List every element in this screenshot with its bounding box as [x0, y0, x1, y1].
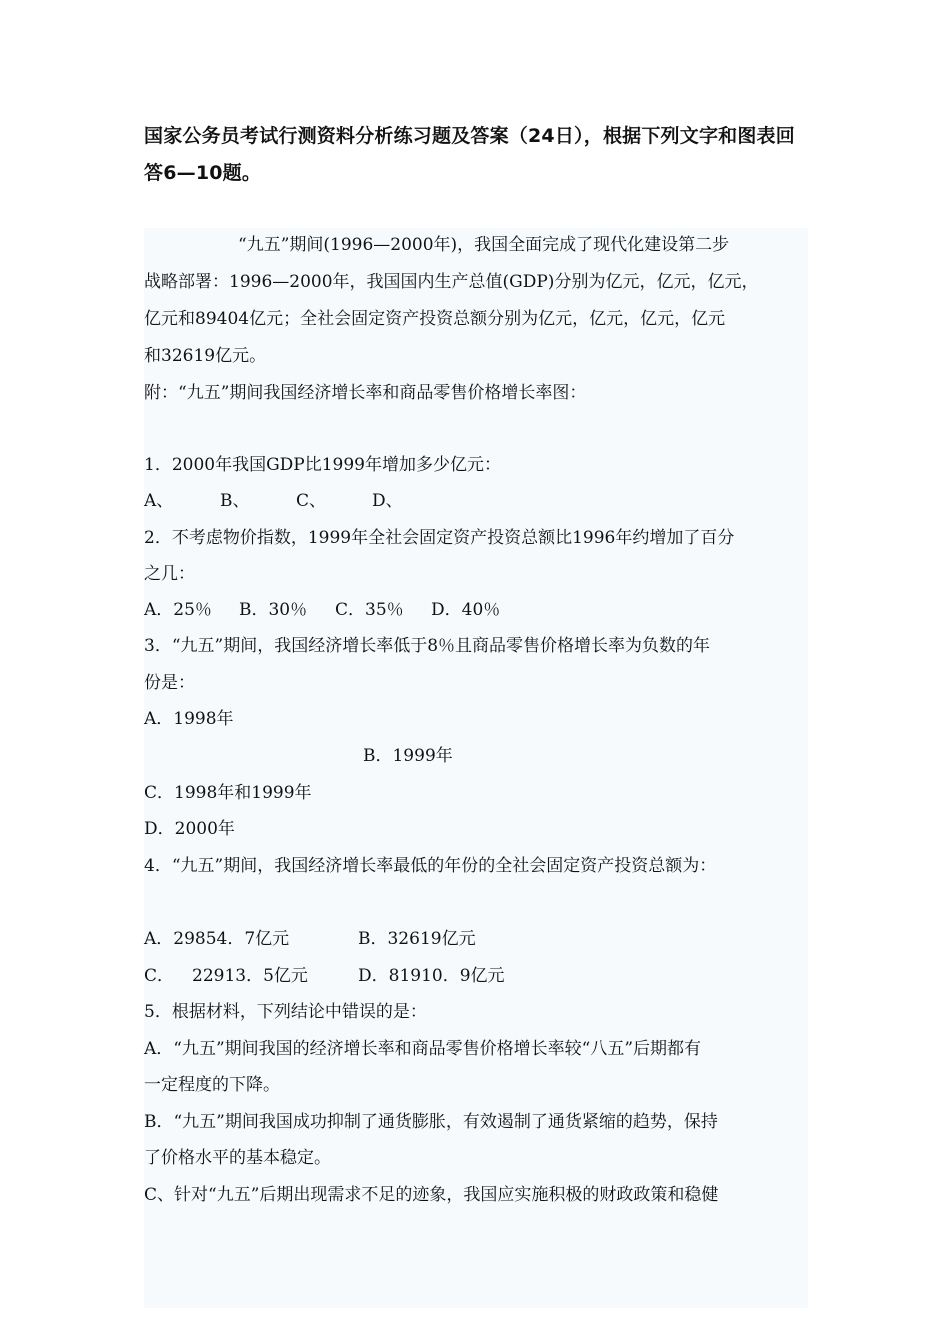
question-2-stem-line-1: 2．不考虑物价指数，1999年全社会固定资产投资总额比1996年约增加了百分: [144, 528, 735, 548]
question-5-option-c-line-1: C、针对“九五”后期出现需求不足的迹象，我国应实施积极的财政政策和稳健: [144, 1185, 719, 1205]
question-2-stem-line-2: 之几：: [144, 564, 195, 584]
question-2-option-d: D．40％: [431, 600, 501, 620]
question-3-option-b: B．1999年: [363, 746, 453, 766]
question-4-option-d: D．81910．9亿元: [358, 966, 505, 986]
question-2-option-c: C．35％: [335, 600, 404, 620]
question-3-stem-line-1: 3．“九五”期间，我国经济增长率低于8％且商品零售价格增长率为负数的年: [144, 636, 711, 656]
question-1-option-d: D、: [372, 491, 403, 511]
question-4-option-a: A．29854．7亿元: [144, 929, 290, 949]
passage-line-1: “九五”期间(1996—2000年)，我国全面完成了现代化建设第二步: [238, 235, 730, 255]
title-line-1: 国家公务员考试行测资料分析练习题及答案（24日），根据下列文字和图表回: [144, 125, 795, 147]
document-title: [144, 118, 808, 192]
question-2-option-a: A．25％: [144, 600, 212, 620]
document-body: [144, 228, 808, 1308]
question-4-option-c: 22913．5亿元: [192, 966, 308, 986]
question-1-options: [144, 489, 403, 513]
passage-line-2: 战略部署：1996—2000年，我国国内生产总值(GDP)分别为亿元，亿元，亿元，: [144, 272, 759, 292]
question-4-stem: 4．“九五”期间，我国经济增长率最低的年份的全社会固定资产投资总额为：: [144, 856, 717, 876]
question-5-option-a-line-2: 一定程度的下降。: [144, 1075, 280, 1095]
question-2-option-b: B．30％: [239, 600, 308, 620]
question-5-stem: 5．根据材料，下列结论中错误的是：: [144, 1002, 427, 1022]
question-1-option-b: B、: [220, 491, 250, 511]
question-3-option-c: C．1998年和1999年: [144, 783, 312, 803]
passage-line-3: 亿元和89404亿元；全社会固定资产投资总额分别为亿元，亿元，亿元，亿元: [144, 309, 726, 329]
question-3-stem-line-2: 份是：: [144, 673, 195, 693]
question-2-options: [144, 598, 500, 622]
question-5-option-b-line-2: 了价格水平的基本稳定。: [144, 1148, 331, 1168]
question-1-option-a: A、: [144, 491, 174, 511]
question-4-options-row-2: C． 22913．5亿元 D．81910．9亿元: [144, 966, 505, 986]
question-4-options-row-1: [144, 927, 476, 951]
question-5-option-a-line-1: A．“九五”期间我国的经济增长率和商品零售价格增长率较“八五”后期都有: [144, 1039, 702, 1059]
question-1-stem: 1．2000年我国GDP比1999年增加多少亿元：: [144, 455, 501, 475]
question-3-option-a: A．1998年: [144, 709, 234, 729]
question-5-option-b-line-1: B．“九五”期间我国成功抑制了通货膨胀，有效遏制了通货紧缩的趋势，保持: [144, 1112, 718, 1132]
question-4-option-b: B．32619亿元: [358, 929, 476, 949]
passage-line-4: 和32619亿元。: [144, 346, 267, 366]
question-1-option-c: C、: [296, 491, 327, 511]
appendix-caption: 附：“九五”期间我国经济增长率和商品零售价格增长率图：: [144, 383, 587, 403]
question-3-option-d: D．2000年: [144, 819, 235, 839]
title-line-2: 答6—10题。: [144, 162, 262, 184]
